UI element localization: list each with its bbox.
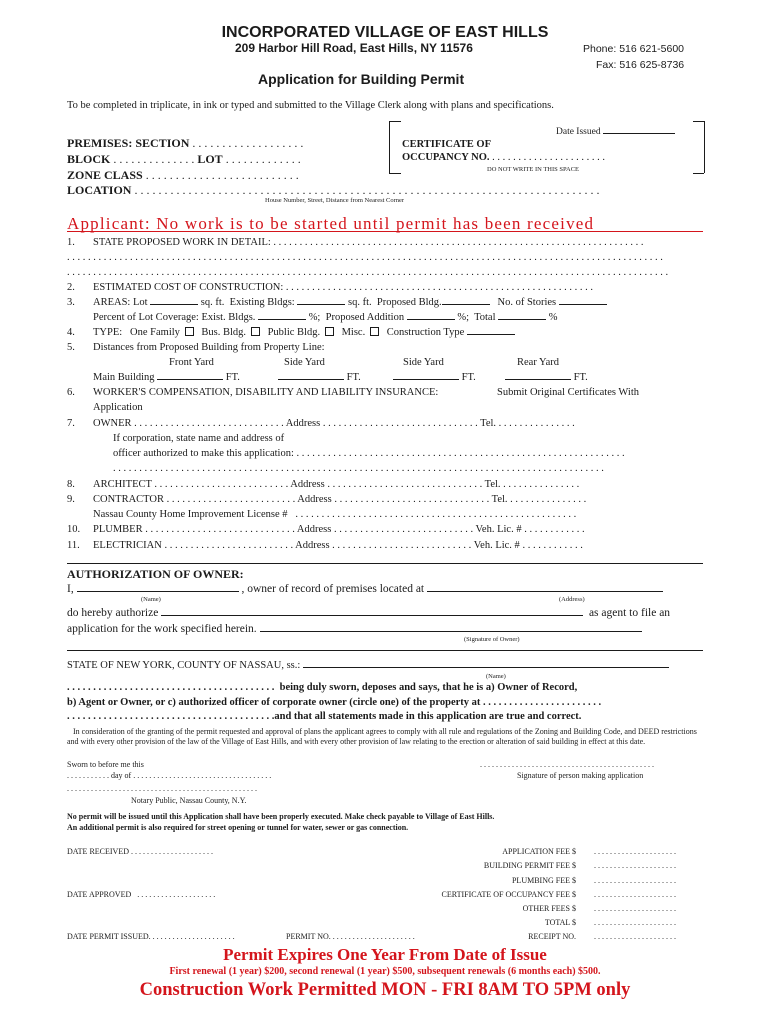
agent-name-field[interactable] bbox=[161, 615, 583, 616]
instructions: To be completed in triplicate, in ink or typed and submitted to the Village Clerk along with plans and specifications. bbox=[67, 100, 554, 111]
sworn-row: . . . . . . . . . . . . . . . . . . . . . . . . . . . . . . . . . . . . . . . . being duly sworn, deposes and says, that he is a) Owner of Record, bbox=[67, 682, 578, 693]
section-label: PREMISES: SECTION bbox=[67, 136, 190, 150]
state-label: STATE OF NEW YORK, COUNTY OF NASSAU, ss.: bbox=[67, 660, 301, 671]
rear-yard-header: Rear Yard bbox=[517, 357, 559, 368]
existing-bldgs-label: Existing Bldgs: bbox=[229, 297, 295, 308]
owner-tel-label: Tel. bbox=[480, 418, 497, 429]
bus-bldg-label: Bus. Bldg. bbox=[201, 327, 247, 338]
areas-lot-label: AREAS: Lot bbox=[93, 297, 148, 308]
permit-no-row: PERMIT NO. . . . . . . . . . . . . . . . . . . . . . bbox=[286, 932, 415, 941]
plumber-label: PLUMBER bbox=[93, 524, 143, 535]
authorization-i: I, bbox=[67, 583, 74, 595]
premises-address-field[interactable] bbox=[427, 591, 663, 592]
location-caption: House Number, Street, Distance from Nearest Corner bbox=[265, 197, 405, 204]
public-bldg-checkbox[interactable] bbox=[325, 327, 334, 336]
notice-line-2: An additional permit is also required for street opening or tunnel for water, sewer or gas connection. bbox=[67, 823, 409, 832]
form-title: Application for Building Permit bbox=[258, 71, 465, 87]
receipt-no-field[interactable]: . . . . . . . . . . . . . . . . . . . . . bbox=[594, 932, 676, 941]
item-3-areas-row bbox=[93, 297, 607, 309]
item-5-number: 5. bbox=[67, 342, 75, 353]
misc-label: Misc. bbox=[341, 327, 366, 338]
contractor-tel-label: Tel. bbox=[491, 494, 508, 505]
occupancy-row: OCCUPANCY NO. . . . . . . . . . . . . . . . . . . . . . . bbox=[402, 152, 605, 163]
affiant-name-field[interactable] bbox=[303, 667, 669, 668]
proposed-bldg-label: Proposed Bldg. bbox=[376, 297, 442, 308]
side-yard-header-2: Side Yard bbox=[403, 357, 444, 368]
plumber-veh-lic-label: Veh. Lic. # bbox=[475, 524, 522, 535]
agent-owner-label: b) Agent or Owner, or c) authorized officer of corporate owner (circle one) of the property at bbox=[67, 697, 481, 708]
corporation-line-2: officer authorized to make this application: . . . . . . . . . . . . . . . . . . . . . . . . . . . . . . . . . . . . . . . . . . . . . . . . . . . . . . . . . . . . . . . bbox=[113, 448, 625, 459]
zone-class-row: ZONE CLASS . . . . . . . . . . . . . . . . . . . . . . . . . . bbox=[67, 168, 299, 182]
item-9-number: 9. bbox=[67, 494, 75, 505]
work-detail-line-2[interactable]: . . . . . . . . . . . . . . . . . . . . . . . . . . . . . . . . . . . . . . . . . . . . . . . . . . . . . . . . . . . . . . . . . . . . . . . . . . . . . . . . . . . . . . . . . . . . . . . . . . . . . . . . . . . . . . . . . . . bbox=[67, 267, 669, 278]
item-6-continuation: Application bbox=[93, 402, 143, 413]
village-phone: Phone: 516 621-5600 bbox=[583, 43, 685, 55]
application-fee-label: APPLICATION FEE $ bbox=[502, 847, 576, 856]
item-10-number: 10. bbox=[67, 524, 81, 535]
side-yard-2-field[interactable] bbox=[393, 372, 476, 384]
item-8-number: 8. bbox=[67, 479, 75, 490]
architect-row: ARCHITECT . . . . . . . . . . . . . . . . . . . . . . . . . . Address . . . . . . . . . . . . . . . . . . . . . . . . . . . . . . Tel. . . . . . . . . . . . . . . . bbox=[93, 479, 580, 490]
permit-no-label: PERMIT NO. bbox=[286, 932, 331, 941]
receipt-no-label: RECEIPT NO. bbox=[528, 932, 576, 941]
item-1-row: STATE PROPOSED WORK IN DETAIL: . . . . . . . . . . . . . . . . . . . . . . . . . . . . . . . . . . . . . . . . . . . . . . . . . . . . . . . . . . . . . . . . . . . . . . . bbox=[93, 237, 644, 248]
contractor-address-label: Address bbox=[297, 494, 332, 505]
village-fax: Fax: 516 625-8736 bbox=[596, 59, 685, 71]
sqft-label-2: sq. ft. bbox=[347, 297, 372, 308]
plumber-row: PLUMBER . . . . . . . . . . . . . . . . . . . . . . . . . . . . . Address . . . . . . . . . . . . . . . . . . . . . . . . . . . Veh. Lic. # . . . . . . . . . . . . bbox=[93, 524, 585, 535]
location-row: LOCATION . . . . . . . . . . . . . . . . . . . . . . . . . . . . . . . . . . . . . . . . . . . . . . . . . . . . . . . . . . . . . . . . . . . . . . . . . . . . . . bbox=[67, 183, 600, 197]
front-yard-header: Front Yard bbox=[169, 357, 214, 368]
item-6-instruction: Submit Original Certificates With bbox=[497, 387, 639, 398]
plumbing-fee-field[interactable]: . . . . . . . . . . . . . . . . . . . . . bbox=[594, 876, 676, 885]
block-label: BLOCK bbox=[67, 152, 111, 166]
main-building-row bbox=[93, 372, 240, 384]
date-issued-label: Date Issued bbox=[556, 127, 601, 137]
lot-label: LOT bbox=[197, 152, 223, 166]
corporation-line-2-label: officer authorized to make this application: bbox=[113, 448, 294, 459]
public-bldg-label: Public Bldg. bbox=[267, 327, 321, 338]
type-label: TYPE: bbox=[93, 327, 123, 338]
building-permit-fee-label: BUILDING PERMIT FEE $ bbox=[483, 861, 576, 870]
day-of-label: day of bbox=[111, 771, 132, 780]
date-received-row: DATE RECEIVED . . . . . . . . . . . . . . . . . . . . . bbox=[67, 847, 213, 856]
lot-coverage-row bbox=[93, 312, 558, 324]
owner-signature-field[interactable] bbox=[260, 631, 642, 632]
total-fees-field[interactable]: . . . . . . . . . . . . . . . . . . . . . bbox=[594, 918, 676, 927]
one-family-label: One Family bbox=[130, 327, 180, 338]
corporation-line-1: If corporation, state name and address of bbox=[113, 433, 285, 444]
applicant-signature-caption: Signature of person making application bbox=[517, 771, 644, 780]
item-3-number: 3. bbox=[67, 297, 75, 308]
zone-class-label: ZONE CLASS bbox=[67, 168, 143, 182]
ft-label-3: FT. bbox=[461, 372, 476, 383]
owner-record-label: , owner of record of premises located at bbox=[241, 583, 425, 595]
item-1-label: STATE PROPOSED WORK IN DETAIL: bbox=[93, 237, 271, 248]
authorization-line-2 bbox=[67, 607, 670, 620]
owner-name-caption: (Name) bbox=[141, 596, 161, 603]
other-fees-label: OTHER FEES $ bbox=[522, 904, 576, 913]
construction-type-label: Construction Type bbox=[386, 327, 465, 338]
proposed-addition-label: Proposed Addition bbox=[325, 312, 405, 323]
electrician-row: ELECTRICIAN . . . . . . . . . . . . . . . . . . . . . . . . . Address . . . . . . . . . . . . . . . . . . . . . . . . . . . Veh. Lic. # . . . . . . . . . . . . bbox=[93, 540, 583, 551]
sworn-before-label: Sworn to before me this bbox=[67, 760, 144, 769]
total-fees-label: TOTAL $ bbox=[544, 918, 576, 927]
authorize-label: do hereby authorize bbox=[67, 607, 159, 619]
date-approved-row: DATE APPROVED . . . . . . . . . . . . . . . . . . . . bbox=[67, 890, 216, 899]
architect-label: ARCHITECT bbox=[93, 479, 152, 490]
one-family-checkbox[interactable] bbox=[185, 327, 194, 336]
item-4-type-row bbox=[93, 327, 515, 339]
applicant-signature-field[interactable]: . . . . . . . . . . . . . . . . . . . . . . . . . . . . . . . . . . . . . . . . . . . . bbox=[480, 760, 654, 769]
contractor-row: CONTRACTOR . . . . . . . . . . . . . . . . . . . . . . . . . Address . . . . . . . . . . . . . . . . . . . . . . . . . . . . . . Tel. . . . . . . . . . . . . . . . bbox=[93, 494, 587, 505]
misc-checkbox[interactable] bbox=[370, 327, 379, 336]
authorization-line-1 bbox=[67, 583, 663, 596]
renewal-fees-notice: First renewal (1 year) $200, second renewal (1 year) $500, subsequent renewals (6 months each) $500. bbox=[169, 966, 601, 977]
owner-row: OWNER . . . . . . . . . . . . . . . . . . . . . . . . . . . . . Address . . . . . . . . . . . . . . . . . . . . . . . . . . . . . . Tel. . . . . . . . . . . . . . . . bbox=[93, 418, 575, 429]
certificate-label: CERTIFICATE OF bbox=[402, 139, 491, 150]
notary-caption: Notary Public, Nassau County, N.Y. bbox=[131, 796, 247, 805]
village-title: INCORPORATED VILLAGE OF EAST HILLS bbox=[221, 24, 549, 41]
electrician-veh-lic-label: Veh. Lic. # bbox=[473, 540, 520, 551]
lot-coverage-label: Percent of Lot Coverage: Exist. Bldgs. bbox=[93, 312, 256, 323]
pct-label-3: % bbox=[548, 312, 558, 323]
authorization-title: AUTHORIZATION OF OWNER: bbox=[67, 567, 244, 581]
side-yard-1-field[interactable] bbox=[278, 372, 361, 384]
architect-address-label: Address bbox=[290, 479, 325, 490]
sqft-label-1: sq. ft. bbox=[200, 297, 225, 308]
application-label: application for the work specified herein. bbox=[67, 623, 257, 635]
premises-address-caption: (Address) bbox=[559, 596, 585, 603]
total-pct-label: Total bbox=[474, 312, 496, 323]
village-address: 209 Harbor Hill Road, East Hills, NY 11576 bbox=[235, 41, 473, 55]
permit-expires-notice: Permit Expires One Year From Date of Issue bbox=[223, 945, 547, 964]
co-fee-label: CERTIFICATE OF OCCUPANCY FEE $ bbox=[441, 890, 576, 899]
occupancy-label: OCCUPANCY NO. bbox=[402, 152, 490, 163]
ft-label-4: FT. bbox=[573, 372, 588, 383]
application-fee-field[interactable]: . . . . . . . . . . . . . . . . . . . . . bbox=[594, 847, 676, 856]
sworn-label: being duly sworn, deposes and says, that he is a) Owner of Record, bbox=[279, 682, 578, 693]
true-correct-row: . . . . . . . . . . . . . . . . . . . . . . . . . . . . . . . . . . . . . . . .and that all statements made in this application are true and correct. bbox=[67, 711, 582, 722]
agent-label: as agent to file an bbox=[588, 607, 671, 619]
item-5-label: Distances from Proposed Building from Property Line: bbox=[93, 342, 325, 353]
premises-section-row: PREMISES: SECTION . . . . . . . . . . . . . . . . . . . bbox=[67, 136, 304, 150]
other-fees-field[interactable]: . . . . . . . . . . . . . . . . . . . . . bbox=[594, 904, 676, 913]
ft-label-2: FT. bbox=[346, 372, 361, 383]
day-of-row: . . . . . . . . . . . day of . . . . . . . . . . . . . . . . . . . . . . . . . . . . . . . . . . . bbox=[67, 771, 272, 780]
consideration-paragraph: In consideration of the granting of the permit requested and approval of plans the applicant agrees to comply with all rule and regulations of the Zoning and Building Code, and DEED restrictions and with every other provision of the law of the Village of East Hills, and with every other provision of law relating to the erection or alteration of said building in effect at this date. bbox=[67, 727, 697, 746]
stories-label: No. of Stories bbox=[497, 297, 557, 308]
do-not-write: DO NOT WRITE IN THIS SPACE bbox=[487, 166, 580, 173]
side-yard-header-1: Side Yard bbox=[284, 357, 325, 368]
affidavit-state-row bbox=[67, 660, 669, 672]
date-permit-issued-row: DATE PERMIT ISSUED. . . . . . . . . . . . . . . . . . . . . . bbox=[67, 932, 235, 941]
owner-name-field[interactable] bbox=[77, 591, 239, 592]
pct-label-1: %; bbox=[308, 312, 321, 323]
work-detail-line-1[interactable]: . . . . . . . . . . . . . . . . . . . . . . . . . . . . . . . . . . . . . . . . . . . . . . . . . . . . . . . . . . . . . . . . . . . . . . . . . . . . . . . . . . . . . . . . . . . . . . . . . . . . . . . . . . . . . . . . . . bbox=[67, 252, 663, 263]
ft-label-1: FT. bbox=[225, 372, 240, 383]
item-6-label: WORKER'S COMPENSATION, DISABILITY AND LIABILITY INSURANCE: bbox=[93, 387, 439, 398]
plumber-address-label: Address bbox=[296, 524, 332, 535]
item-2-label: ESTIMATED COST OF CONSTRUCTION: bbox=[93, 282, 284, 293]
license-row: Nassau County Home Improvement License # . . . . . . . . . . . . . . . . . . . . . . . . . . . . . . . . . . . . . . . . . . . . . . . . . . . . . . bbox=[93, 509, 577, 520]
date-permit-issued-label: DATE PERMIT ISSUED bbox=[67, 932, 149, 941]
agent-owner-row: b) Agent or Owner, or c) authorized officer of corporate owner (circle one) of the property at . . . . . . . . . . . . . . . . . . . . . . . bbox=[67, 697, 602, 708]
item-6-number: 6. bbox=[67, 387, 75, 398]
date-approved-label: DATE APPROVED bbox=[67, 890, 132, 899]
item-7-number: 7. bbox=[67, 418, 75, 429]
date-received-label: DATE RECEIVED bbox=[67, 847, 129, 856]
item-4-number: 4. bbox=[67, 327, 75, 338]
rear-yard-field[interactable] bbox=[505, 372, 588, 384]
authorization-line-3 bbox=[67, 623, 642, 636]
date-issued-row bbox=[556, 127, 675, 138]
construction-hours-notice: Construction Work Permitted MON - FRI 8AM TO 5PM only bbox=[139, 980, 631, 1000]
architect-tel-label: Tel. bbox=[484, 479, 501, 490]
true-correct-label: and that all statements made in this application are true and correct. bbox=[274, 711, 582, 722]
building-permit-fee-field[interactable]: . . . . . . . . . . . . . . . . . . . . . bbox=[594, 861, 676, 870]
affiant-name-caption: (Name) bbox=[486, 673, 506, 680]
block-lot-row: BLOCK . . . . . . . . . . . . . . LOT . . . . . . . . . . . . . bbox=[67, 152, 301, 166]
warning-banner: Applicant: No work is to be started until permit has been received bbox=[67, 214, 595, 233]
license-label: Nassau County Home Improvement License # bbox=[93, 509, 288, 520]
owner-label: OWNER bbox=[93, 418, 132, 429]
bus-bldg-checkbox[interactable] bbox=[251, 327, 260, 336]
owner-address-label: Address bbox=[285, 418, 321, 429]
owner-signature-caption: (Signature of Owner) bbox=[464, 636, 520, 643]
plumbing-fee-label: PLUMBING FEE $ bbox=[511, 876, 576, 885]
notary-signature-field[interactable]: . . . . . . . . . . . . . . . . . . . . . . . . . . . . . . . . . . . . . . . . . . . . . . . . bbox=[67, 784, 257, 793]
notice-line-1: No permit will be issued until this Application shall have been properly executed. Make check payable to Village of East Hills. bbox=[67, 812, 495, 821]
main-building-label: Main Building bbox=[93, 372, 155, 383]
item-2-row: ESTIMATED COST OF CONSTRUCTION: . . . . . . . . . . . . . . . . . . . . . . . . . . . . . . . . . . . . . . . . . . . . . . . . . . . . . . . . . . . bbox=[93, 282, 594, 293]
contractor-label: CONTRACTOR bbox=[93, 494, 164, 505]
co-fee-field[interactable]: . . . . . . . . . . . . . . . . . . . . . bbox=[594, 890, 676, 899]
pct-label-2: %; bbox=[457, 312, 469, 323]
corporation-line-3[interactable]: . . . . . . . . . . . . . . . . . . . . . . . . . . . . . . . . . . . . . . . . . . . . . . . . . . . . . . . . . . . . . . . . . . . . . . . . . . . . . . . . . . . . . . . . . . . . . . bbox=[113, 463, 604, 474]
location-label: LOCATION bbox=[67, 183, 132, 197]
item-1-number: 1. bbox=[67, 237, 75, 248]
item-2-number: 2. bbox=[67, 282, 75, 293]
electrician-address-label: Address bbox=[295, 540, 330, 551]
electrician-label: ELECTRICIAN bbox=[93, 540, 162, 551]
item-11-number: 11. bbox=[67, 540, 80, 551]
